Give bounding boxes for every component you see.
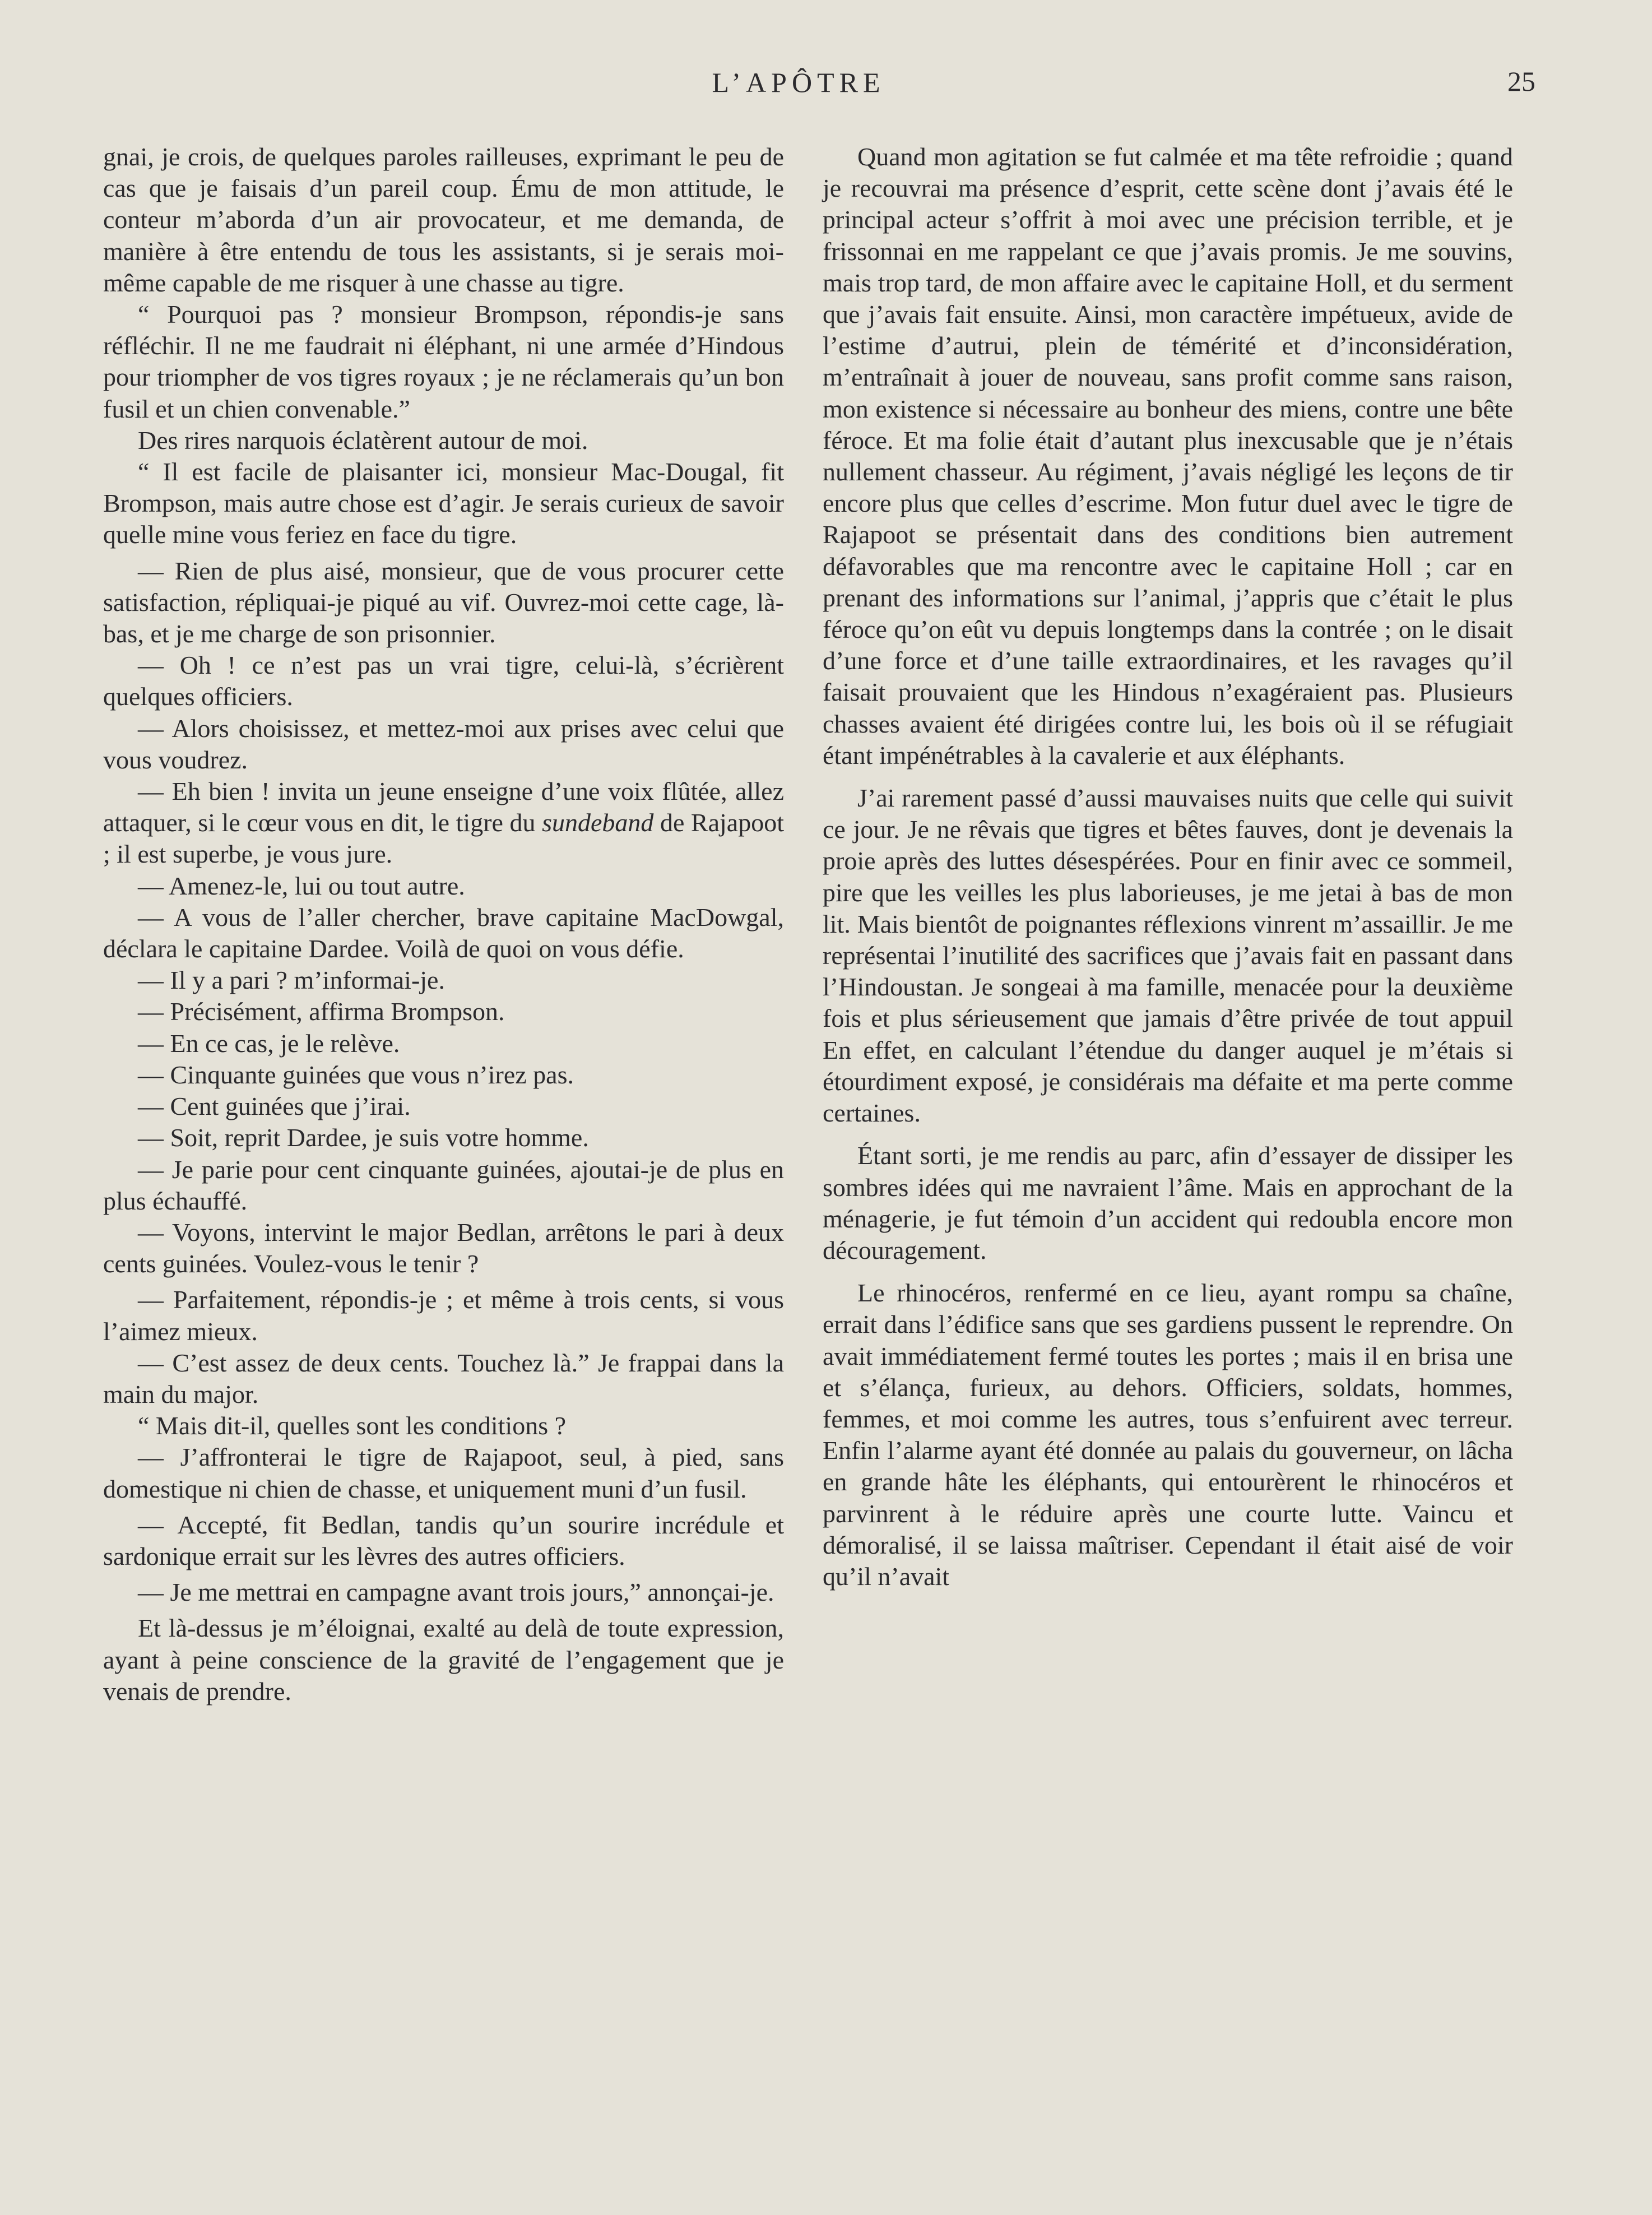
paragraph: — Il y a pari ? m’informai-je.: [138, 966, 445, 995]
paragraph: — A vous de l’aller chercher, brave capitaine MacDowgal, déclara le capitaine Dardee. Voilà de quoi on vous défie.: [103, 902, 784, 963]
paragraph: Le rhinocéros, renfermé en ce lieu, ayant rompu sa chaîne, errait dans l’édifice sans que ses gardiens pussent le reprendre. On avait immédiatement fermé toutes les portes ; mais il en brisa une et s’élança, furieux, au dehors. Officiers, soldats, hommes, femmes, et moi comme les autres, tous s’enfuirent avec terreur. Enfin l’alarme ayant été donnée au palais du gouverneur, on lâcha en grande hâte les éléphants, qui entourèrent le rhinocéros et parvinrent à le réduire après une courte lutte. Vaincu et démoralisé, il se laissa maîtriser. Cependant il était aisé de voir qu’il n’avait: [823, 1278, 1513, 1591]
paragraph: — Cinquante guinées que vous n’irez pas.: [138, 1060, 574, 1089]
paragraph: Étant sorti, je me rendis au parc, afin d’essayer de dissiper les sombres idées qui me navraient l’âme. Mais en approchant de la ménagerie, je fut témoin d’un accident qui redoubla encore mon découragement.: [823, 1141, 1513, 1264]
paragraph: — Cent guinées que j’irai.: [138, 1092, 411, 1121]
paragraph: — Je parie pour cent cinquante guinées, ajoutai-je de plus en plus échauffé.: [103, 1155, 784, 1215]
paragraph: — Précisément, affirma Brompson.: [138, 997, 505, 1026]
right-column: [823, 141, 1513, 1592]
paragraph: — Accepté, fit Bedlan, tandis qu’un sourire incrédule et sardonique errait sur les lèvres des autres officiers.: [103, 1510, 784, 1570]
paragraph-text: de Rajapoot ; il est superbe, je vous jure.: [103, 808, 784, 869]
paragraph: — C’est assez de deux cents. Touchez là.” Je frappai dans la main du major.: [103, 1348, 784, 1408]
paragraph: — Alors choisissez, et mettez-moi aux prises avec celui que vous voudrez.: [103, 713, 784, 774]
paragraph: Et là-dessus je m’éloignai, exalté au delà de toute expression, ayant à peine conscience de la gravité de l’engagement que je venais de prendre.: [103, 1614, 784, 1706]
italic-term: sundeband: [542, 808, 654, 837]
paragraph: — Parfaitement, répondis-je ; et même à trois cents, si vous l’aimez mieux.: [103, 1285, 784, 1346]
paragraph: — Rien de plus aisé, monsieur, que de vous procurer cette satisfaction, répliquai-je piqué au vif. Ouvrez-moi cette cage, là-bas, et je me charge de son prisonnier.: [103, 556, 784, 648]
paragraph: — J’affronterai le tigre de Rajapoot, seul, à pied, sans domestique ni chien de chasse, et uniquement muni d’un fusil.: [103, 1443, 784, 1503]
page-number: 25: [1507, 66, 1535, 97]
paragraph: — Amenez-le, lui ou tout autre.: [138, 871, 465, 900]
paragraph: J’ai rarement passé d’aussi mauvaises nuits que celle qui suivit ce jour. Je ne rêvais que tigres et bêtes fauves, dont je devenais la proie après des luttes désespérées. Pour en finir avec ce sommeil, pire que les veilles les plus laborieuses, je me jetai à bas de mon lit. Mais bientôt de poignantes réflexions vinrent m’assaillir. Je me représentai l’inutilité des sacrifices que j’avais fait en passant dans l’Hindoustan. Je songeai à ma famille, menacée pour la deuxième fois et plus sérieusement que jamais d’être privée de tout appuil En effet, en calculant l’étendue du danger auquel je m’étais si étourdiment exposé, je considérais ma défaite et ma perte comme certaines.: [823, 784, 1513, 1128]
paragraph: — Je me mettrai en campagne avant trois jours,” annonçai-je.: [138, 1578, 774, 1607]
paragraph-text: — Eh bien ! invita un jeune enseigne d’une voix flûtée, allez attaquer, si le cœur vous en dit, le tigre du: [103, 777, 784, 837]
paragraph: Quand mon agitation se fut calmée et ma tête refroidie ; quand je recouvrai ma présence d’esprit, cette scène dont j’avais été le principal acteur s’offrit à moi avec une précision terrible, et je frissonnai en me rappelant ce que j’avais promis. Je me souvins, mais trop tard, de mon affaire avec le capitaine Holl, et du serment que j’avais fait ensuite. Ainsi, mon caractère impétueux, avide de l’estime d’autrui, plein de témérité et d’inconsidération, m’entraînait à jouer de nouveau, sans profit comme sans raison, mon existence si nécessaire au bonheur des miens, contre une bête féroce. Et ma folie était d’autant plus inexcusable que je n’étais nullement chasseur. Au régiment, j’avais négligé les leçons de tir encore plus que celles d’escrime. Mon futur duel avec le tigre de Rajapoot se présentait dans des conditions bien autrement défavorables que ma rencontre avec le capitaine Holl ; car en prenant des informations sur l’animal, j’appris que c’était le plus féroce qu’on eût vu depuis longtemps dans la contrée ; on le disait d’une force et d’une taille extraordinaires, et les ravages qu’il faisait prouvaient que les Hindous n’exagéraient pas. Plusieurs chasses avaient été dirigées contre lui, les bois où il se réfugiait étant impénétrables à la cavalerie et aux éléphants.: [823, 142, 1513, 770]
paragraph: — Oh ! ce n’est pas un vrai tigre, celui-là, s’écrièrent quelques officiers.: [103, 651, 784, 711]
paragraph: Des rires narquois éclatèrent autour de moi.: [138, 425, 588, 455]
paragraph: gnai, je crois, de quelques paroles railleuses, exprimant le peu de cas que je faisais d’un pareil coup. Ému de mon attitude, le conteur m’aborda d’un air provocateur, et me demanda, de manière à être entendu de tous les assistants, si je serais moi-même capable de me risquer à une chasse au tigre.: [103, 142, 784, 297]
paragraph: — En ce cas, je le relève.: [138, 1028, 400, 1058]
paragraph: — Voyons, intervint le major Bedlan, arrêtons le pari à deux cents guinées. Voulez-vous le tenir ?: [103, 1217, 784, 1278]
left-column: [103, 141, 784, 1707]
paragraph: [103, 776, 784, 870]
paragraph: “ Pourquoi pas ? monsieur Brompson, répondis-je sans réfléchir. Il ne me faudrait ni éléphant, ni une armée d’Hindous pour triompher de vos tigres royaux ; je ne réclamerais qu’un bon fusil et un chien convenable.”: [103, 300, 784, 423]
paragraph: — Soit, reprit Dardee, je suis votre homme.: [138, 1123, 589, 1152]
running-title: L’APÔTRE: [712, 67, 885, 98]
paragraph: “ Il est facile de plaisanter ici, monsieur Mac-Dougal, fit Brompson, mais autre chose est d’agir. Je serais curieux de savoir quelle mine vous feriez en face du tigre.: [103, 457, 784, 549]
paragraph: “ Mais dit-il, quelles sont les conditions ?: [138, 1411, 567, 1440]
